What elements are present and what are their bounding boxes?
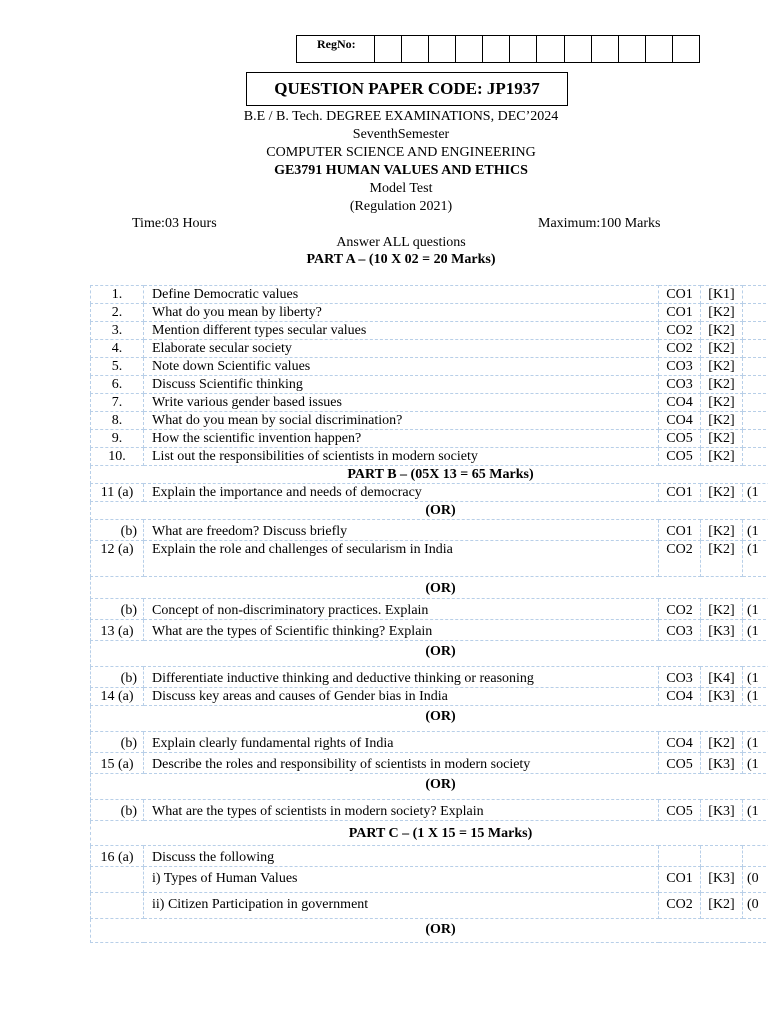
question-text: How the scientific invention happen? [144, 430, 659, 448]
knowledge-level: [K3] [701, 753, 743, 774]
course-outcome: CO2 [659, 541, 701, 577]
regno-cell [565, 36, 592, 62]
or-row [91, 774, 768, 800]
regno-cell [619, 36, 646, 62]
knowledge-level: [K2] [701, 484, 743, 502]
table-row [91, 340, 768, 358]
section-heading-row [91, 466, 768, 484]
table-row [91, 412, 768, 430]
table-row [91, 753, 768, 774]
knowledge-level: [K2] [701, 376, 743, 394]
table-row [91, 286, 768, 304]
question-number: 6. [91, 376, 144, 394]
question-number: (b) [91, 599, 144, 620]
question-text: Elaborate secular society [144, 340, 659, 358]
table-row [91, 358, 768, 376]
course-outcome: CO5 [659, 753, 701, 774]
question-number: 8. [91, 412, 144, 430]
question-number: 7. [91, 394, 144, 412]
question-number: 11 (a) [91, 484, 144, 502]
or-separator: (OR) [91, 919, 768, 943]
marks-cell: (1 [743, 732, 768, 753]
course-outcome [659, 846, 701, 867]
marks-cell: (1 [743, 620, 768, 641]
course-outcome: CO2 [659, 893, 701, 919]
knowledge-level: [K4] [701, 667, 743, 688]
table-row [91, 688, 768, 706]
course-outcome: CO1 [659, 520, 701, 541]
regno-cell [646, 36, 673, 62]
question-number: (b) [91, 667, 144, 688]
marks-cell [743, 394, 768, 412]
table-row [91, 322, 768, 340]
knowledge-level: [K2] [701, 394, 743, 412]
marks-cell: (1 [743, 688, 768, 706]
table-row [91, 867, 768, 893]
question-number [91, 867, 144, 893]
marks-cell [743, 304, 768, 322]
question-number: 15 (a) [91, 753, 144, 774]
marks-cell [743, 448, 768, 466]
question-text: Explain the importance and needs of democracy [144, 484, 659, 502]
question-text: Discuss key areas and causes of Gender bias in India [144, 688, 659, 706]
course-outcome: CO4 [659, 688, 701, 706]
or-separator: (OR) [91, 577, 768, 599]
question-text: What are the types of Scientific thinking? Explain [144, 620, 659, 641]
marks-cell: (0 [743, 867, 768, 893]
or-separator: (OR) [91, 641, 768, 667]
question-text: Discuss Scientific thinking [144, 376, 659, 394]
marks-cell: (1 [743, 667, 768, 688]
marks-cell [743, 412, 768, 430]
table-row [91, 484, 768, 502]
knowledge-level: [K2] [701, 599, 743, 620]
course-outcome: CO1 [659, 304, 701, 322]
or-row [91, 706, 768, 732]
time-duration: Time:03 Hours [132, 216, 217, 231]
or-row [91, 919, 768, 943]
or-row [91, 577, 768, 599]
table-row [91, 448, 768, 466]
course-outcome: CO1 [659, 484, 701, 502]
table-row [91, 599, 768, 620]
knowledge-level: [K1] [701, 286, 743, 304]
question-text: What do you mean by social discrimination? [144, 412, 659, 430]
or-separator: (OR) [91, 502, 768, 520]
knowledge-level: [K2] [701, 520, 743, 541]
or-separator: (OR) [91, 774, 768, 800]
question-number: 4. [91, 340, 144, 358]
question-text: i) Types of Human Values [144, 867, 659, 893]
table-row [91, 620, 768, 641]
regno-cell [456, 36, 483, 62]
knowledge-level: [K3] [701, 800, 743, 821]
table-row [91, 667, 768, 688]
table-row [91, 430, 768, 448]
knowledge-level: [K2] [701, 430, 743, 448]
marks-cell: (1 [743, 541, 768, 577]
question-text: Mention different types secular values [144, 322, 659, 340]
course-outcome: CO3 [659, 620, 701, 641]
question-number: 2. [91, 304, 144, 322]
question-text: Differentiate inductive thinking and deductive thinking or reasoning [144, 667, 659, 688]
question-text: Concept of non-discriminatory practices. Explain [144, 599, 659, 620]
or-row [91, 641, 768, 667]
knowledge-level: [K3] [701, 867, 743, 893]
table-row [91, 304, 768, 322]
question-text: Note down Scientific values [144, 358, 659, 376]
course-outcome: CO2 [659, 322, 701, 340]
question-text: What do you mean by liberty? [144, 304, 659, 322]
question-number: 13 (a) [91, 620, 144, 641]
question-text: What are the types of scientists in modern society? Explain [144, 800, 659, 821]
regno-cell [375, 36, 402, 62]
part-a-heading: PART A – (10 X 02 = 20 Marks) [306, 252, 496, 267]
test-type: Model Test [369, 181, 433, 196]
paper-code: QUESTION PAPER CODE: JP1937 [246, 72, 568, 106]
course-outcome: CO4 [659, 394, 701, 412]
regno-cell [483, 36, 510, 62]
part-b-heading: PART B – (05X 13 = 65 Marks) [91, 466, 768, 484]
table-row [91, 376, 768, 394]
question-number: (b) [91, 732, 144, 753]
table-row [91, 394, 768, 412]
table-row [91, 800, 768, 821]
question-number: 12 (a) [91, 541, 144, 577]
table-row [91, 541, 768, 577]
course-outcome: CO1 [659, 286, 701, 304]
knowledge-level: [K3] [701, 620, 743, 641]
regno-cell [429, 36, 456, 62]
marks-cell: (1 [743, 800, 768, 821]
course-outcome: CO1 [659, 867, 701, 893]
course-outcome: CO3 [659, 667, 701, 688]
department: COMPUTER SCIENCE AND ENGINEERING [266, 145, 536, 160]
question-number: 3. [91, 322, 144, 340]
table-row [91, 732, 768, 753]
question-text: List out the responsibilities of scientists in modern society [144, 448, 659, 466]
question-number [91, 893, 144, 919]
marks-cell [743, 430, 768, 448]
marks-cell [743, 376, 768, 394]
knowledge-level: [K2] [701, 541, 743, 577]
question-number: 16 (a) [91, 846, 144, 867]
knowledge-level: [K2] [701, 412, 743, 430]
knowledge-level: [K2] [701, 893, 743, 919]
regno-cell [402, 36, 429, 62]
question-table [90, 285, 768, 943]
course-outcome: CO3 [659, 376, 701, 394]
knowledge-level [701, 846, 743, 867]
question-text: Write various gender based issues [144, 394, 659, 412]
exam-title: B.E / B. Tech. DEGREE EXAMINATIONS, DEC’2024 [243, 109, 559, 124]
course-outcome: CO5 [659, 448, 701, 466]
course-outcome: CO4 [659, 732, 701, 753]
question-number: 14 (a) [91, 688, 144, 706]
question-text: Explain the role and challenges of secularism in India [144, 541, 659, 577]
knowledge-level: [K2] [701, 322, 743, 340]
question-number: 10. [91, 448, 144, 466]
marks-cell [743, 322, 768, 340]
regno-label: RegNo: [297, 36, 375, 62]
marks-cell: (0 [743, 893, 768, 919]
section-heading-row [91, 821, 768, 846]
course-outcome: CO2 [659, 340, 701, 358]
course-title: GE3791 HUMAN VALUES AND ETHICS [274, 163, 528, 178]
regno-cell [673, 36, 699, 62]
course-outcome: CO3 [659, 358, 701, 376]
max-marks: Maximum:100 Marks [538, 216, 661, 231]
marks-cell: (1 [743, 520, 768, 541]
question-number: (b) [91, 520, 144, 541]
or-separator: (OR) [91, 706, 768, 732]
table-row [91, 846, 768, 867]
knowledge-level: [K2] [701, 358, 743, 376]
regulation: (Regulation 2021) [349, 199, 453, 214]
question-text: ii) Citizen Participation in government [144, 893, 659, 919]
or-row [91, 502, 768, 520]
marks-cell: (1 [743, 599, 768, 620]
question-text: Define Democratic values [144, 286, 659, 304]
part-c-heading: PART C – (1 X 15 = 15 Marks) [91, 821, 768, 846]
marks-cell: (1 [743, 753, 768, 774]
course-outcome: CO4 [659, 412, 701, 430]
marks-cell [743, 846, 768, 867]
knowledge-level: [K2] [701, 732, 743, 753]
question-number: (b) [91, 800, 144, 821]
question-number: 1. [91, 286, 144, 304]
question-text: What are freedom? Discuss briefly [144, 520, 659, 541]
regno-box [296, 35, 700, 63]
question-text: Explain clearly fundamental rights of India [144, 732, 659, 753]
knowledge-level: [K2] [701, 448, 743, 466]
marks-cell: (1 [743, 484, 768, 502]
knowledge-level: [K3] [701, 688, 743, 706]
course-outcome: CO2 [659, 599, 701, 620]
knowledge-level: [K2] [701, 340, 743, 358]
regno-cell [537, 36, 564, 62]
question-text: Describe the roles and responsibility of scientists in modern society [144, 753, 659, 774]
regno-cell [592, 36, 619, 62]
question-number: 5. [91, 358, 144, 376]
knowledge-level: [K2] [701, 304, 743, 322]
table-row [91, 893, 768, 919]
instruction: Answer ALL questions [336, 235, 466, 250]
course-outcome: CO5 [659, 800, 701, 821]
question-number: 9. [91, 430, 144, 448]
marks-cell [743, 286, 768, 304]
marks-cell [743, 358, 768, 376]
semester: SeventhSemester [352, 127, 450, 142]
regno-cell [510, 36, 537, 62]
course-outcome: CO5 [659, 430, 701, 448]
question-text: Discuss the following [144, 846, 659, 867]
table-row [91, 520, 768, 541]
marks-cell [743, 340, 768, 358]
